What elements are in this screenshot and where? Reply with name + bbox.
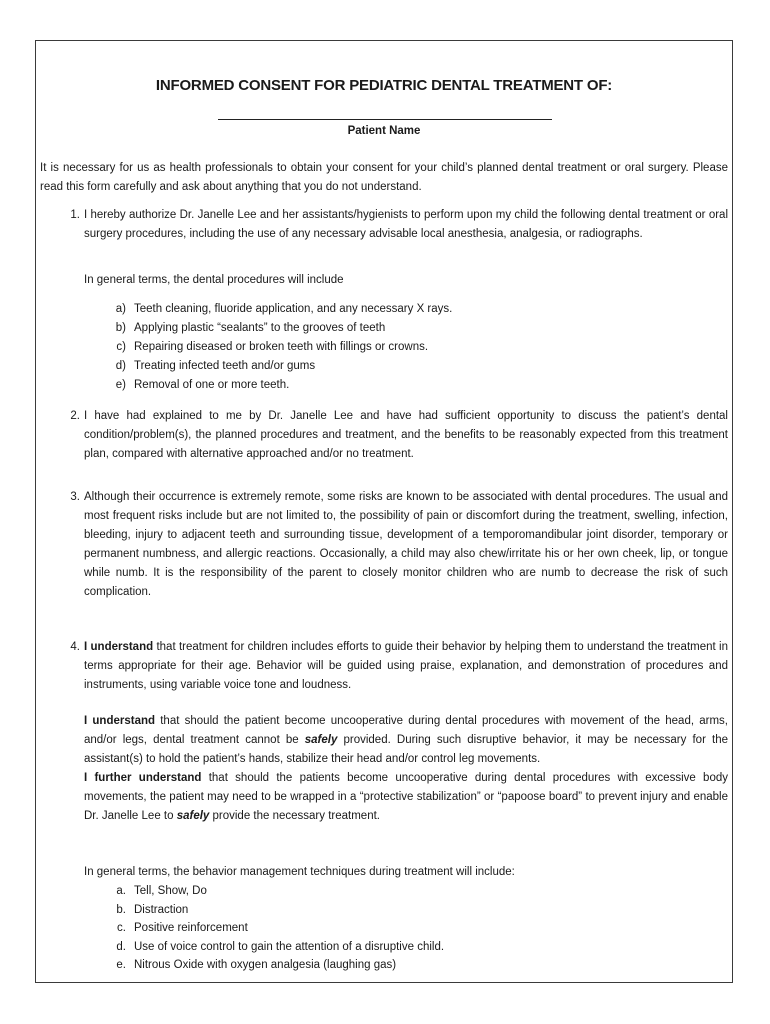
- item-number: 3.: [70, 491, 80, 503]
- item-4-paragraph-3: I further understand that should the patients become uncooperative during dental procedures with excessive body movements, the patient may need to be wrapped in a “protective stabilization” or “papoose board” to prevent injury and enable Dr. Janelle Lee to safely provide the necessary treatment.: [84, 772, 728, 822]
- item-4-paragraph-2: I understand that should the patient become uncooperative during dental procedures with movement of the head, arms, and/or legs, dental treatment cannot be safely provided. During such disruptive behavior, it may be necessary for the assistant(s) to hold the patient’s hands, stabilize their head and/or control leg movements. I further understand that should the patients become uncooperative during dental procedures with excessive body movements, the patient may need to be wrapped in a “protective stabilization” or “papoose board” to prevent injury and enable Dr. Janelle Lee to safely provide the necessary treatment.: [84, 712, 728, 826]
- list-item: b. Distraction: [116, 903, 189, 916]
- behavior-technique-list: [106, 882, 444, 975]
- item-number: 1.: [70, 209, 80, 221]
- intro-paragraph: It is necessary for us as health professionals to obtain your consent for your child’s planned dental treatment or oral surgery. Please read this form carefully and ask about anything that you do not understand.: [40, 162, 728, 193]
- list-item: d) Treating infected teeth and/or gums: [115, 360, 316, 372]
- item-1-general-text: In general terms, the dental procedures will include: [84, 274, 344, 286]
- procedure-list: [106, 300, 452, 395]
- list-item: e) Removal of one or more teeth.: [115, 379, 290, 391]
- consent-item-1: [70, 206, 728, 244]
- consent-item-3: [70, 488, 728, 602]
- list-item: e. Nitrous Oxide with oxygen analgesia (laughing gas): [116, 959, 397, 972]
- item-number: 4.: [70, 641, 80, 653]
- list-item: c. Positive reinforcement: [117, 922, 248, 935]
- patient-name-line[interactable]: [218, 119, 552, 120]
- item-1-general: [84, 271, 728, 290]
- list-item: b) Applying plastic “sealants” to the grooves of teeth: [115, 322, 386, 334]
- list-item: c) Repairing diseased or broken teeth with fillings or crowns.: [116, 341, 429, 353]
- consent-item-4: [70, 638, 728, 695]
- item-3-text: Although their occurrence is extremely remote, some risks are known to be associated with dental procedures. The usual and most frequent risks include but are not limited to, the possibility of pain or discomfort during the treatment, swelling, infection, bleeding, injury to adjacent teeth and surrounding tissue, development of a temporomandibular joint disorder, temporary or permanent numbness, and allergic reactions. Occasionally, a child may also chew/irritate his or her own cheek, lip, or tongue while numb. It is the responsibility of the parent to closely monitor children who are numb to decrease the risk of such complication.: [84, 491, 728, 598]
- item-2-text: I have had explained to me by Dr. Janelle Lee and have had sufficient opportunity to discuss the patient’s dental condition/problem(s), the planned procedures and treatment, and the benefits to be reasonably expected from this treatment plan, compared with alternative approached and/or no treatment.: [84, 410, 728, 460]
- patient-name-label: Patient Name: [347, 125, 421, 137]
- item-1-text: I hereby authorize Dr. Janelle Lee and her assistants/hygienists to perform upon my child the following dental treatment or oral surgery procedures, including the use of any necessary advisable local anesthesia, analgesia, or radiographs.: [84, 209, 728, 240]
- item-4-general: [84, 863, 728, 882]
- form-title: INFORMED CONSENT FOR PEDIATRIC DENTAL TREATMENT OF:: [155, 77, 613, 94]
- list-item: a) Teeth cleaning, fluoride application, and any necessary X rays.: [115, 303, 453, 315]
- item-4-paragraph-1: I understand that treatment for children includes efforts to guide their behavior by helping them to understand the treatment in terms appropriate for their age. Behavior will be guided using praise, explanation, and demonstration of procedures and instruments, using variable voice tone and loudness.: [84, 641, 728, 691]
- consent-item-2: [70, 407, 728, 464]
- item-4-general-text: In general terms, the behavior management techniques during treatment will include:: [84, 866, 515, 878]
- list-item: d. Use of voice control to gain the attention of a disruptive child.: [116, 940, 445, 953]
- consent-form-page: [35, 40, 733, 983]
- list-item: a. Tell, Show, Do: [116, 885, 207, 897]
- item-number: 2.: [70, 410, 80, 422]
